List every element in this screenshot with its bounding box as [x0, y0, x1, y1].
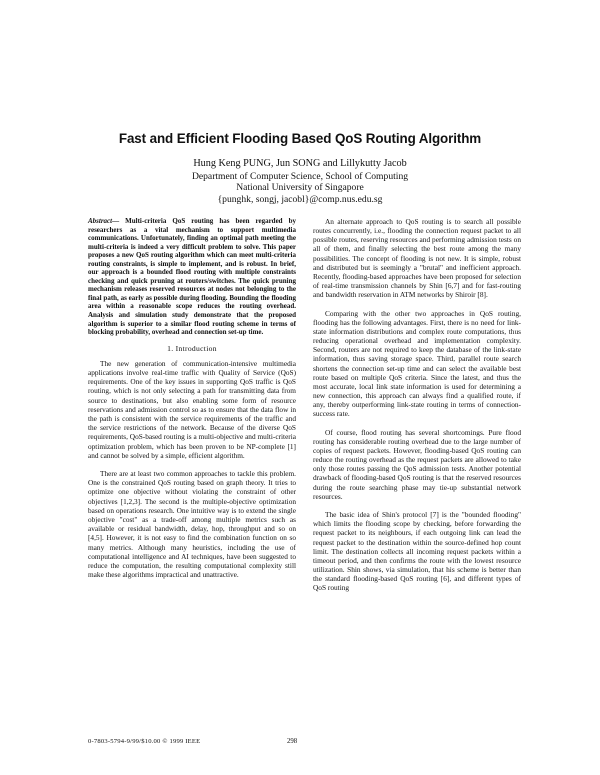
right-paragraph: The basic idea of Shin's protocol [7] is the "bounded flooding" which limits the flooding scope by checking, before forwarding the request packet to its neighbours, if each outgoing link can lead the request packet to the destination within the source-defined hop count limit. The destination collects all incoming request packets within a timeout period, and then confirms the route with the lowest resource utilization. Shin shows, via simulation, that his scheme is better than the standard flooding-based QoS routing [6], and different types of QoS routing	[313, 510, 521, 593]
right-paragraph: An alternate approach to QoS routing is to search all possible routes concurrently, i.e., flooding the connection request packet to all possible routes, reserving resources and performing admission tests on all of them, and finally selecting the best route among the many possibilities. The concept of flooding is not new. It is simple, robust and distributed but is seemingly a "brutal" and inefficient approach. Recently, flooding-based approaches have been proposed for selection of real-time transmission channels by Shin [6,7] and for fast-routing and bandwidth reservation in ATM networks by Shiroir [8].	[313, 217, 521, 300]
left-paragraph: The new generation of communication-intensive multimedia applications involve real-time traffic with Quality of Service (QoS) requirements. One of the key issues in supporting QoS traffic is QoS routing, which is not only selecting a path for transmitting data from source to destinations, but also enabling some form of resource reservations and admission control so as to ensure that the data flow in the path is consistent with the service requirements of the traffic and the service restrictions of the network. Because of the diverse QoS requirements, QoS-based routing is a multi-objective and multi-criteria optimization problem, which has been proven to be NP-complete [1] and cannot be solved by a simple, efficient algorithm.	[88, 358, 296, 460]
abstract	[88, 217, 296, 337]
author-university: National University of Singapore	[236, 182, 364, 193]
page-number: 298	[287, 738, 298, 745]
right-column	[313, 217, 521, 593]
paper-title: Fast and Efficient Flooding Based QoS Routing Algorithm	[118, 131, 482, 146]
paragraph-gap	[313, 501, 521, 510]
author-emails: {punghk, songj, jacobl}@comp.nus.edu.sg	[217, 193, 383, 205]
author-block	[0, 158, 600, 205]
left-column	[88, 217, 296, 579]
author-names: Hung Keng PUNG, Jun SONG and Lillykutty Jacob	[193, 158, 407, 169]
paragraph-gap	[313, 418, 521, 427]
paragraph-gap	[88, 460, 296, 469]
abstract-label: Abstract	[88, 217, 113, 225]
left-paragraph: There are at least two common approaches to tackle this problem. One is the constrained QoS routing based on graph theory. It tries to optimize one objective without violating the constraint of other objectives [1,2,3]. The second is the multiple-objective optimization based on operations research. One intuitive way is to extend the single objective "cost" as a trade-off among multiple metrics such as available or residual bandwidth, delay, hop, throughput and so on [4,5]. However, it is not easy to find the combination function on so many metrics. Although many heuristics, including the use of computational intelligence and AI techniques, have been suggested to reduce the computation, the resulting computational complexity still make these algorithms impractical and unattractive.	[88, 469, 296, 580]
footer-isbn: 0-7803-5794-9/99/$10.00 © 1999 IEEE	[88, 738, 201, 745]
right-paragraph: Comparing with the other two approaches in QoS routing, flooding has the following advantages. First, there is no need for link-state information distributions and complex route computations, thus reducing operational overhead and implementation complexity. Second, routers are not required to keep the database of the link-state information, thus saving storage space. Third, parallel route search shortens the connection set-up time and can select the available best route based on multiple QoS criteria. Since the latest, and thus the most accurate, local link state information is used for determining a new connection, this approach can always find a qualified route, if any, thereby outperforming link-state routing in terms of connection-success rate.	[313, 308, 521, 419]
section-heading-introduction: 1. Introduction	[167, 343, 217, 353]
paragraph-gap	[313, 299, 521, 308]
abstract-text: — Multi-criteria QoS routing has been regarded by researchers as a vital mechanism to support multimedia communications. Unfortunately, finding an optimal path meeting the multi-criteria is indeed a very difficult problem to solve. This paper proposes a new QoS routing algorithm which can meet multi-criteria routing constraints, is simple to implement, and is robust. In brief, our approach is a bounded flood routing with multiple constraints checking and quick pruning at routers/switches. The quick pruning mechanism releases reserved resources at nodes not belonging to the final path, as early as possible during flooding. Bounding the flooding area within a reasonable scope reduces the routing overhead. Analysis and simulation study demonstrate that the proposed algorithm is superior to a similar flood routing scheme in terms of blocking probability, overhead and connection set-up time.	[88, 217, 296, 337]
right-paragraph: Of course, flood routing has several shortcomings. Pure flood routing has considerable routing overhead due to the large number of copies of request packets. However, flooding-based QoS routing can reduce the routing overhead as the request packets are allowed to take only those routes passing the QoS admission tests. Another potential drawback of flooding-based QoS routing is that the reserved resources during the route searching phase may tie-up substantial network resources.	[313, 427, 521, 501]
author-department: Department of Computer Science, School of Computing	[191, 170, 409, 182]
